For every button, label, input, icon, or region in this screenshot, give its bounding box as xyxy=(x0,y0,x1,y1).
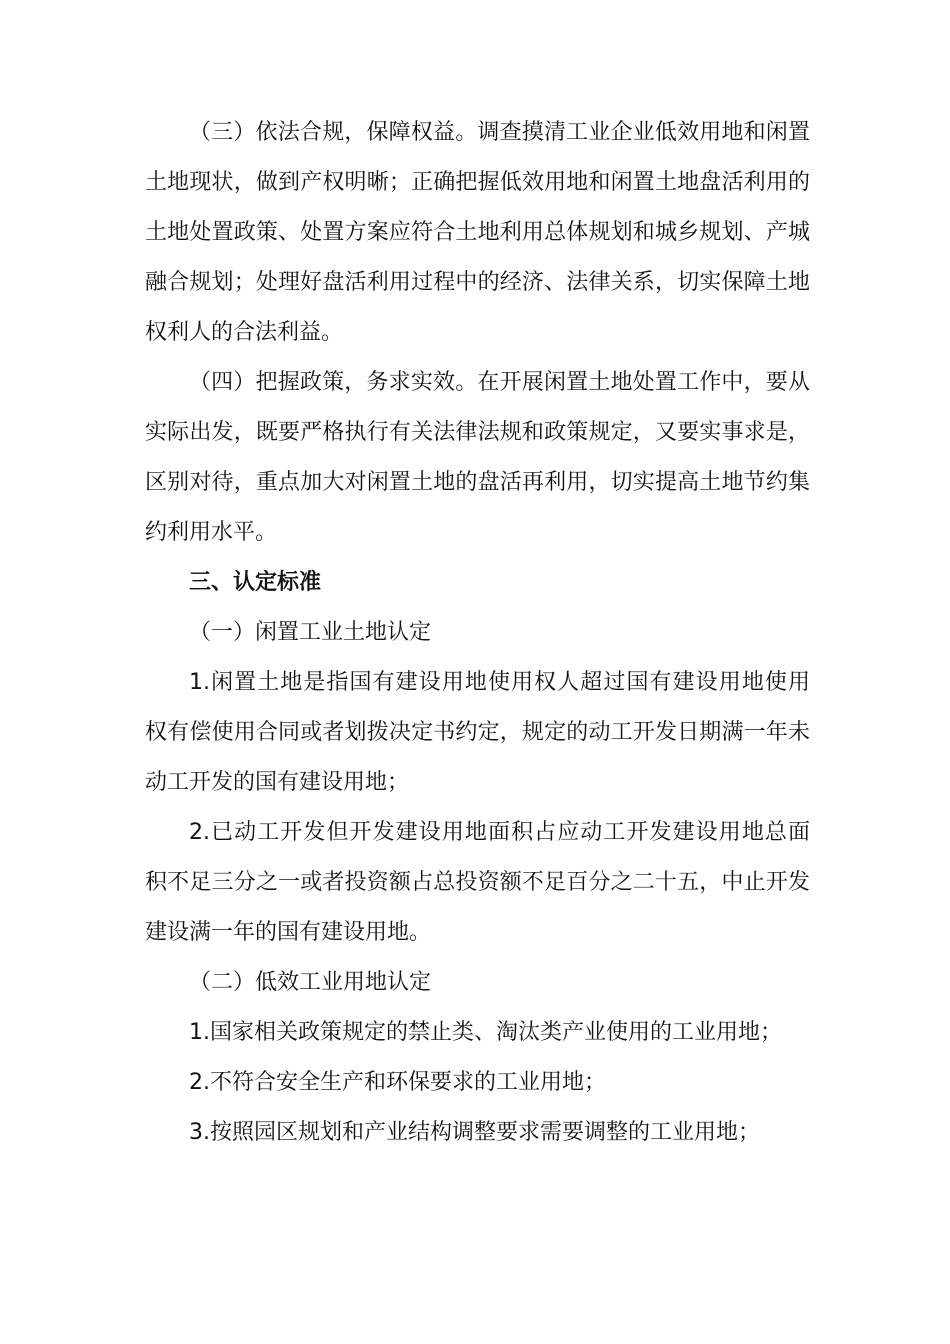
text-line: 1.国家相关政策规定的禁止类、淘汰类产业使用的工业用地； xyxy=(189,1020,782,1045)
text-line: 土地现状，做到产权明晰；正确把握低效用地和闲置土地盘活利用的 xyxy=(145,170,810,195)
section-heading-criteria xyxy=(145,558,810,608)
list-item-idle-2 xyxy=(145,808,810,958)
list-item-inefficient-3 xyxy=(145,1108,810,1158)
paragraph-legal-compliance xyxy=(145,108,810,358)
text-line: 3.按照园区规划和产业结构调整要求需要调整的工业用地； xyxy=(189,1120,760,1145)
text-line: 动工开发的国有建设用地； xyxy=(145,770,410,795)
subheading-text: （一）闲置工业土地认定 xyxy=(189,620,432,645)
text-line: （四）把握政策，务求实效。在开展闲置土地处置工作中，要从 xyxy=(189,370,810,395)
list-item-inefficient-1 xyxy=(145,1008,810,1058)
text-line: 积不足三分之一或者投资额占总投资额不足百分之二十五，中止开发 xyxy=(145,870,810,895)
subheading-inefficient-land xyxy=(145,958,810,1008)
text-line: 权利人的合法利益。 xyxy=(145,320,344,345)
text-line: 建设满一年的国有建设用地。 xyxy=(145,920,432,945)
subheading-idle-land xyxy=(145,608,810,658)
text-line: 实际出发，既要严格执行有关法律法规和政策规定，又要实事求是， xyxy=(145,420,810,445)
text-line: 2.已动工开发但开发建设用地面积占应动工开发建设用地总面 xyxy=(189,820,810,845)
heading-text: 三、认定标准 xyxy=(189,570,322,595)
text-line: 融合规划；处理好盘活利用过程中的经济、法律关系，切实保障土地 xyxy=(145,270,810,295)
text-line: 2.不符合安全生产和环保要求的工业用地； xyxy=(189,1070,606,1095)
text-line: 权有偿使用合同或者划拨决定书约定，规定的动工开发日期满一年未 xyxy=(145,720,810,745)
list-item-inefficient-2 xyxy=(145,1058,810,1108)
text-line: 1.闲置土地是指国有建设用地使用权人超过国有建设用地使用 xyxy=(189,670,810,695)
text-line: 约利用水平。 xyxy=(145,520,278,545)
paragraph-policy-effect xyxy=(145,358,810,558)
document-page xyxy=(145,108,810,1158)
text-line: 土地处置政策、处置方案应符合土地利用总体规划和城乡规划、产城 xyxy=(145,220,810,245)
list-item-idle-1 xyxy=(145,658,810,808)
text-line: （三）依法合规，保障权益。调查摸清工业企业低效用地和闲置 xyxy=(189,120,810,145)
subheading-text: （二）低效工业用地认定 xyxy=(189,970,432,995)
text-line: 区别对待，重点加大对闲置土地的盘活再利用，切实提高土地节约集 xyxy=(145,470,810,495)
